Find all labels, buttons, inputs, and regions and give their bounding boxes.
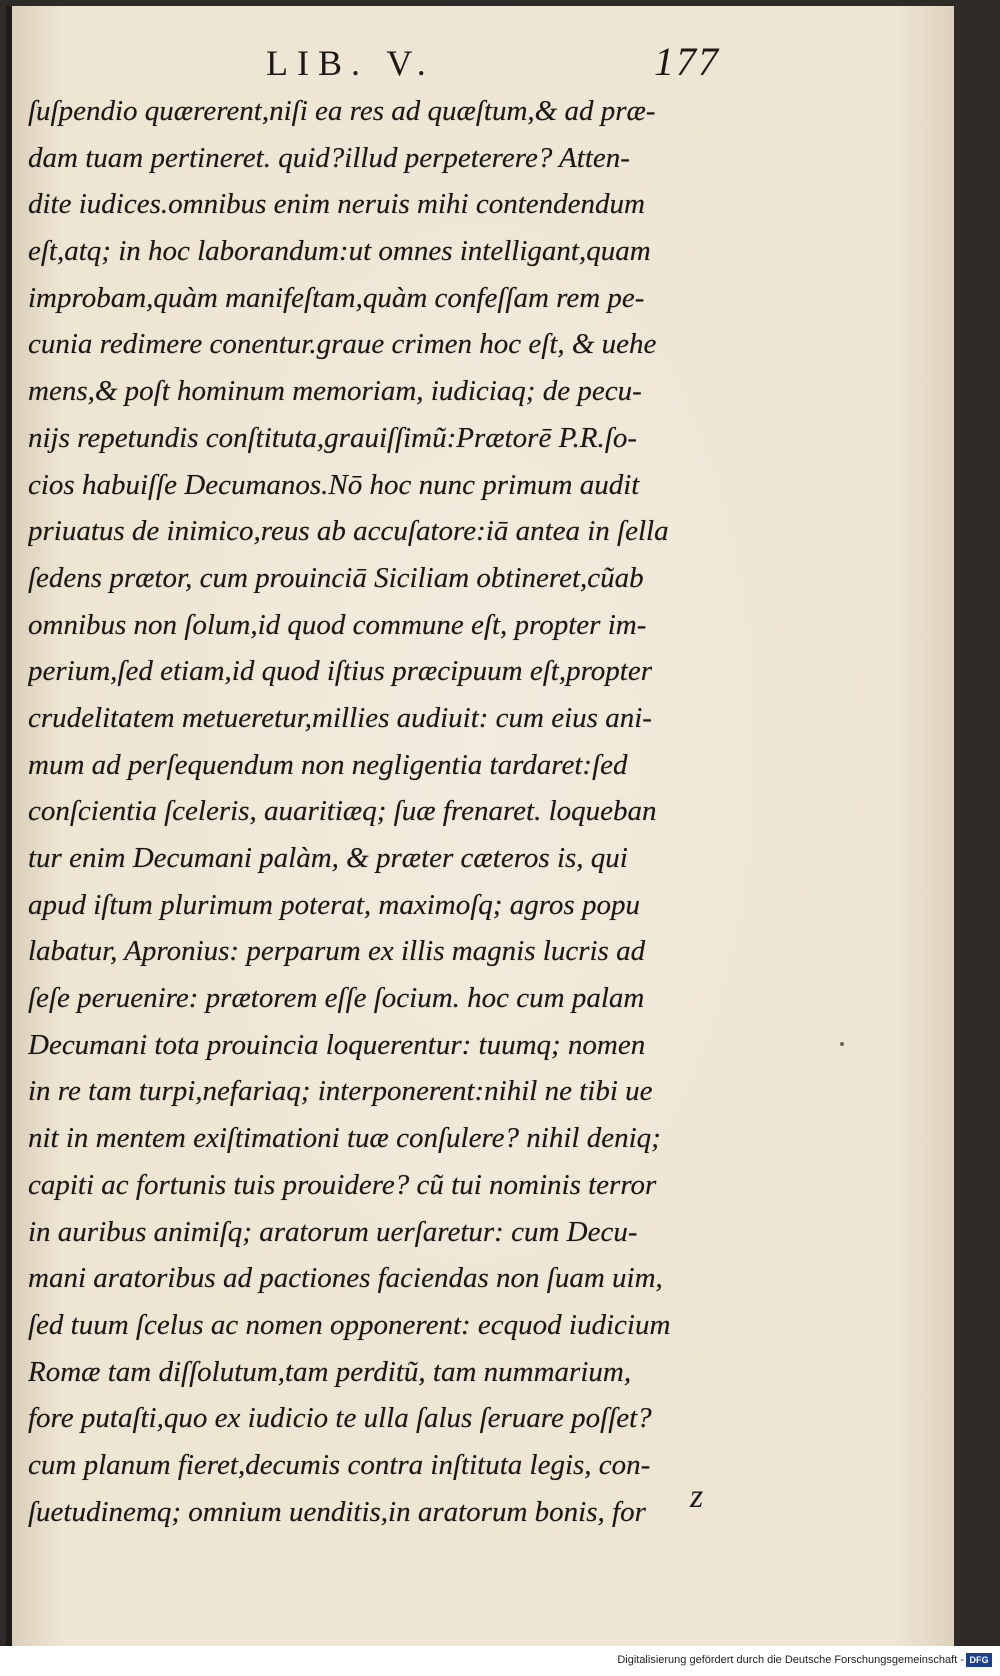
text-line: cunia redimere conentur.graue crimen hoc eſt, & uehe <box>28 328 657 361</box>
text-line: cios habuiſſe Decumanos.Nō hoc nunc primum audit <box>28 468 640 501</box>
text-line: apud iſtum plurimum poterat, maximoſq; agros popu <box>28 888 640 921</box>
text-line: ſuſpendio quærerent,niſi ea res ad quæſtum,& ad præ- <box>28 95 656 127</box>
text-line: ſed tuum ſcelus ac nomen opponerent: ecquod iudicium <box>28 1308 671 1341</box>
catchword: z <box>690 1478 704 1515</box>
text-line: capiti ac fortunis tuis prouidere? cũ tui nominis terror <box>28 1168 657 1201</box>
text-line: omnibus non ſolum,id quod commune eſt, propter im- <box>28 608 647 641</box>
text-line: improbam,quàm manifeſtam,quàm confeſſam rem pe- <box>28 281 645 314</box>
text-line: mum ad perſequendum non negligentia tardaret:ſed <box>28 748 628 781</box>
text-line: mani aratoribus ad pactiones faciendas non ſuam uim, <box>28 1262 663 1295</box>
text-line: ſeſe peruenire: prætorem eſſe ſocium. hoc cum palam <box>28 982 645 1015</box>
ink-speck <box>840 1042 844 1046</box>
text-line: in auribus animiſq; aratorum uerſaretur: cum Decu- <box>28 1215 638 1248</box>
text-block <box>28 88 773 1535</box>
text-line: labatur, Apronius: perparum ex illis magnis lucris ad <box>28 935 646 968</box>
text-line: Decumani tota prouincia loquerentur: tuumq; nomen <box>28 1028 646 1061</box>
text-line: dite iudices.omnibus enim neruis mihi contendendum <box>28 188 645 221</box>
footer-credit: Digitalisierung gefördert durch die Deutsche Forschungsgemeinschaft - <box>617 1654 964 1666</box>
text-line: mens,& poſt hominum memoriam, iudiciaq; de pecu- <box>28 375 642 408</box>
text-line: eſt,atq; in hoc laborandum:ut omnes intelligant,quam <box>28 235 651 268</box>
text-line: tur enim Decumani palàm, & præter cæteros is, qui <box>28 842 628 874</box>
dfg-logo: DFG <box>966 1653 992 1667</box>
text-line: perium,ſed etiam,id quod iſtius præcipuum eſt,propter <box>28 655 652 688</box>
text-line: crudelitatem metueretur,millies audiuit: cum eius ani- <box>28 701 652 734</box>
digitization-footer <box>0 1646 1000 1676</box>
text-line: fore putaſti,quo ex iudicio te ulla ſalus ſeruare poſſet? <box>28 1402 652 1435</box>
text-line: conſcientia ſceleris, auaritiæq; ſuæ frenaret. loqueban <box>28 795 657 828</box>
text-line: nijs repetundis conſtituta,grauiſſimũ:Prætorē P.R.ſo- <box>28 421 637 454</box>
page-header <box>6 38 954 88</box>
book-page <box>6 6 954 1646</box>
text-line: cum planum fieret,decumis contra inſtituta legis, con- <box>28 1448 651 1481</box>
text-line: ſuetudinemq; omnium uenditis,in aratorum bonis, for <box>28 1495 646 1528</box>
text-line: priuatus de inimico,reus ab accuſatore:iā antea in ſella <box>28 515 669 548</box>
text-line: Romæ tam diſſolutum,tam perditũ, tam nummarium, <box>28 1355 632 1388</box>
text-line: in re tam turpi,nefariaq; interponerent:nihil ne tibi ue <box>28 1075 653 1108</box>
text-line: dam tuam pertineret. quid?illud perpeterere? Atten- <box>28 141 630 174</box>
running-head: LIB. V. <box>266 43 435 83</box>
page-gutter <box>6 6 12 1646</box>
text-line: ſedens prætor, cum prouinciā Siciliam obtineret,cũab <box>28 561 644 594</box>
text-line: nit in mentem exiſtimationi tuæ conſulere? nihil deniq; <box>28 1122 661 1155</box>
folio-number: 177 <box>654 39 720 84</box>
